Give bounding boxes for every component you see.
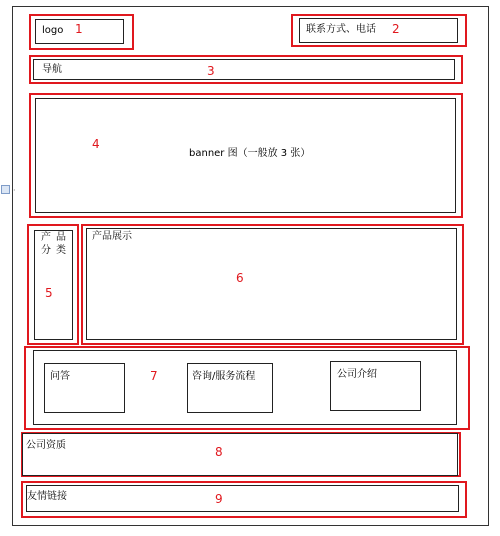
category-char: 产	[41, 232, 51, 243]
contact-label: 联系方式、电话	[306, 24, 376, 35]
contact-number: 2	[392, 22, 400, 36]
company-intro-label: 公司介绍	[337, 369, 377, 380]
side-dot: ·	[13, 186, 16, 195]
nav-box	[33, 59, 455, 80]
products-label: 产品展示	[92, 231, 132, 242]
category-char: 分	[41, 245, 51, 256]
qualification-label: 公司资质	[26, 440, 66, 451]
links-box	[26, 485, 459, 512]
nav-number: 3	[207, 64, 215, 78]
products-box	[86, 228, 457, 340]
faq-label: 问答	[50, 371, 70, 382]
category-char: 类	[56, 245, 66, 256]
logo-label: logo	[42, 25, 64, 36]
banner-label: banner 图（一般放 3 张）	[189, 148, 311, 159]
logo-number: 1	[75, 22, 83, 36]
nav-label: 导航	[42, 64, 62, 75]
products-number: 6	[236, 271, 244, 285]
service-flow-label: 咨询/服务流程	[192, 371, 256, 382]
category-number: 5	[45, 286, 53, 300]
qualification-box	[22, 433, 458, 476]
document-icon	[1, 185, 10, 194]
links-number: 9	[215, 492, 223, 506]
qualification-number: 8	[215, 445, 223, 459]
category-char: 品	[56, 232, 66, 243]
links-label: 友情链接	[27, 491, 67, 502]
banner-number: 4	[92, 137, 100, 151]
info-number: 7	[150, 369, 158, 383]
